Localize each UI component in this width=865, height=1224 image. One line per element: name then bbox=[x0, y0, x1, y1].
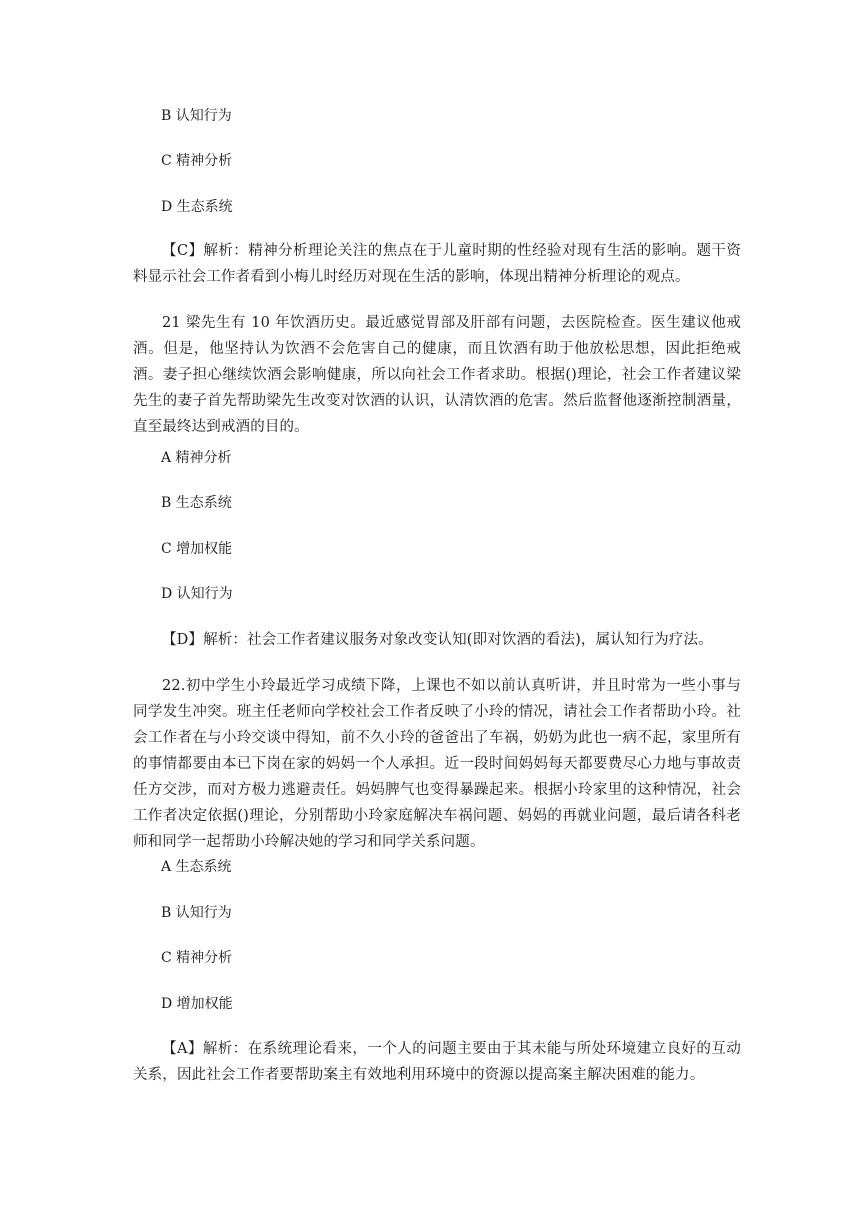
q22-option-d: D 增加权能 bbox=[161, 996, 233, 1012]
q22-answer-explanation: 【A】解析：在系统理论看来，一个人的问题主要由于其未能与所处环境建立良好的互动关系，因此社会工作者要帮助案主有效地利用环境中的资源以提高案主解决困难的能力。 bbox=[133, 1041, 741, 1083]
q20-option-c: C 精神分析 bbox=[161, 153, 233, 169]
q21-option-c: C 增加权能 bbox=[161, 541, 233, 557]
q22-option-a: A 生态系统 bbox=[161, 859, 232, 875]
q20-answer-explanation: 【C】解析：精神分析理论关注的焦点在于儿童时期的性经验对现有生活的影响。题干资料显示社会工作者看到小梅儿时经历对现在生活的影响，体现出精神分析理论的观点。 bbox=[133, 243, 741, 285]
q20-option-b: B 认知行为 bbox=[161, 108, 232, 124]
q21-answer-explanation: 【D】解析：社会工作者建议服务对象改变认知(即对饮酒的看法)，属认知行为疗法。 bbox=[162, 632, 713, 648]
q21-option-a: A 精神分析 bbox=[161, 450, 232, 466]
q21-question-text: 21 梁先生有 10 年饮酒历史。最近感觉胃部及肝部有问题，去医院检查。医生建议他戒酒。但是，他坚持认为饮酒不会危害自己的健康，而且饮酒有助于他放松思想，因此拒绝戒酒。妻子担心继续饮酒会影响健康，所以向社会工作者求助。根据()理论，社会工作者建议梁先生的妻子首先帮助梁先生改变对饮酒的认识，认清饮酒的危害。然后监督他逐渐控制酒量，直至最终达到戒酒的目的。 bbox=[133, 315, 741, 435]
q22-option-c: C 精神分析 bbox=[161, 950, 233, 966]
q21-option-b: B 生态系统 bbox=[161, 495, 232, 511]
q22-question-text: 22.初中学生小玲最近学习成绩下降，上课也不如以前认真听讲，并且时常为一些小事与同学发生冲突。班主任老师向学校社会工作者反映了小玲的情况，请社会工作者帮助小玲。社会工作者在与小玲交谈中得知，前不久小玲的爸爸出了车祸，奶奶为此也一病不起，家里所有的事情都要由本已下岗在家的妈妈一个人承担。近一段时间妈妈每天都要费尽心力地与事故责任方交涉，而对方极力逃避责任。妈妈脾气也变得暴躁起来。根据小玲家里的这种情况，社会工作者决定依据()理论，分别帮助小玲家庭解决车祸问题、妈妈的再就业问题，最后请各科老师和同学一起帮助小玲解决她的学习和同学关系问题。 bbox=[133, 678, 741, 850]
q21-option-d: D 认知行为 bbox=[161, 586, 233, 602]
q20-option-d: D 生态系统 bbox=[161, 199, 233, 215]
q22-option-b: B 认知行为 bbox=[161, 905, 232, 921]
